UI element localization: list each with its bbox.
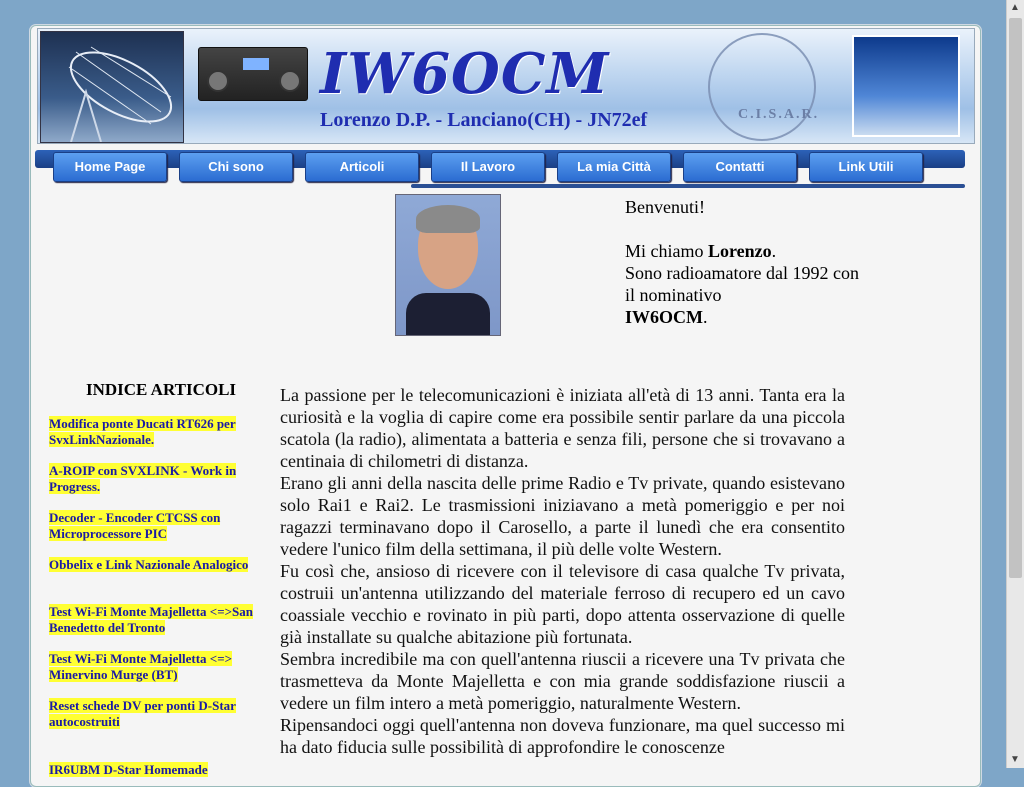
article-link[interactable]: Obbelix e Link Nazionale Analogico — [49, 557, 249, 572]
article-link[interactable]: IR6UBM D-Star Homemade — [49, 762, 208, 777]
article-link[interactable]: Test Wi-Fi Monte Majelletta <=>San Benedetto del Tronto — [49, 604, 253, 635]
article-link[interactable]: A-ROIP con SVXLINK - Work in Progress. — [49, 463, 237, 494]
satellite-dish-image — [40, 31, 184, 143]
welcome-text: Benvenuti! Mi chiamo Lorenzo. Sono radioamatore dal 1992 con il nominativo IW6OCM. — [625, 196, 865, 328]
scroll-up-icon[interactable]: ▲ — [1010, 2, 1020, 13]
header-banner — [37, 28, 975, 144]
nav-link-utili[interactable]: Link Utili — [809, 152, 923, 182]
content-paragraph: Ripensandoci oggi quell'antenna non doveva funzionare, ma quel successo mi ha dato fiducia sulle possibilità di approfondire le conoscenze — [280, 715, 845, 757]
article-index — [49, 380, 257, 777]
antenna-photo — [852, 35, 960, 137]
page-container — [30, 25, 981, 787]
content-paragraph: La passione per le telecomunicazioni è iniziata all'età di 13 anni. Tanta era la curiosità e la voglia di capire come era possibile sentir parlare da una piccola scatola (la radio), alimentata a batteria e senza fili, persone che si trovavano a centinaia di chilometri di distanza. — [280, 385, 845, 471]
nav-contatti[interactable]: Contatti — [683, 152, 797, 182]
transceiver-image — [198, 47, 308, 101]
nav-chi-sono[interactable]: Chi sono — [179, 152, 293, 182]
main-content — [280, 384, 845, 758]
content-paragraph: Fu così che, ansioso di ricevere con il televisore di casa qualche Tv privata, costruii un'antenna utilizzando del materiale ferroso di recupero ed un cavo coassiale vecchio e rovinato in più parti, dopo attenta osservazione di quelle già installate su qualche abitazione più fortunata. — [280, 561, 845, 647]
owner-name: Lorenzo — [708, 241, 772, 261]
article-link[interactable]: Decoder - Encoder CTCSS con Microprocessore PIC — [49, 510, 221, 541]
article-link[interactable]: Modifica ponte Ducati RT626 per SvxLinkNazionale. — [49, 416, 236, 447]
main-navigation — [35, 150, 971, 190]
association-seal-logo — [708, 33, 816, 141]
profile-photo — [395, 194, 501, 336]
site-title: IW6OCM — [320, 41, 610, 107]
article-link[interactable]: Reset schede DV per ponti D-Star autocostruiti — [49, 698, 236, 729]
owner-callsign: IW6OCM — [625, 307, 703, 327]
article-link[interactable]: Test Wi-Fi Monte Majelletta <=> Minervino Murge (BT) — [49, 651, 233, 682]
seal-text: C.I.S.A.R. — [738, 107, 820, 122]
vertical-scrollbar[interactable] — [1006, 0, 1024, 768]
scrollbar-thumb[interactable] — [1009, 18, 1022, 578]
content-paragraph: Sembra incredibile ma con quell'antenna riuscii a ricevere una Tv privata che trasmetteva da Monte Majelletta e con mia grande soddisfazione riuscii a vedere un film intero a metà pomeriggio, naturalmente Western. — [280, 649, 845, 713]
nav-la-mia-citta[interactable]: La mia Città — [557, 152, 671, 182]
site-subtitle: Lorenzo D.P. - Lanciano(CH) - JN72ef — [320, 109, 648, 131]
article-index-title: INDICE ARTICOLI — [85, 380, 237, 399]
welcome-greeting: Benvenuti! — [625, 197, 705, 217]
nav-articoli[interactable]: Articoli — [305, 152, 419, 182]
nav-il-lavoro[interactable]: Il Lavoro — [431, 152, 545, 182]
nav-home-page[interactable]: Home Page — [53, 152, 167, 182]
content-paragraph: Erano gli anni della nascita delle prime Radio e Tv private, quando esistevano solo Rai1 e Rai2. Le trasmissioni iniziavano a metà pomeriggio e per noi ragazzi terminavano dopo il Carosello, a parte il lunedì che era consentito vedere l'unico film della settimana, il più delle volte Western. — [280, 473, 845, 559]
scroll-down-icon[interactable]: ▼ — [1010, 754, 1020, 765]
welcome-line2: Sono radioamatore dal 1992 con il nominativo — [625, 263, 859, 305]
